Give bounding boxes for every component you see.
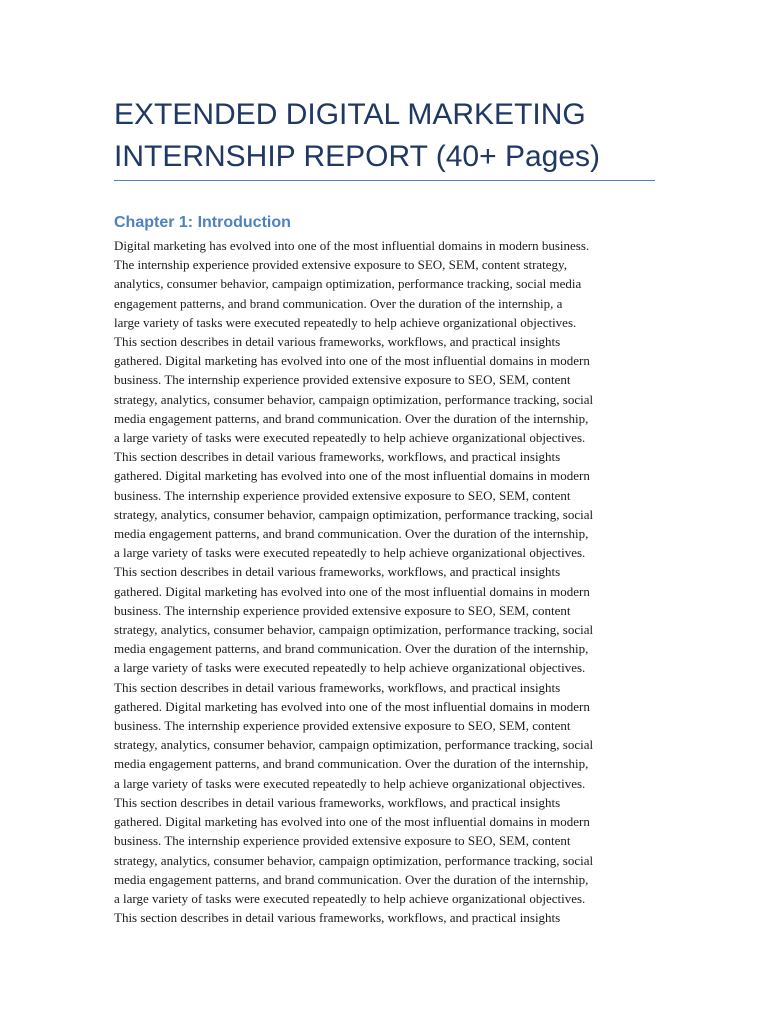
report-title-line: INTERNSHIP REPORT (40+ Pages): [114, 140, 601, 173]
body-line: a large variety of tasks were executed repeatedly to help achieve organizational objectives.: [114, 775, 586, 791]
title-underline-divider: [114, 180, 655, 181]
body-line: This section describes in detail various frameworks, workflows, and practical insights: [114, 449, 561, 465]
chapter-body-paragraph: [114, 236, 655, 936]
body-line: large variety of tasks were executed repeatedly to help achieve organizational objectives.: [114, 314, 577, 330]
body-line: This section describes in detail various frameworks, workflows, and practical insights: [114, 564, 561, 580]
body-line: business. The internship experience provided extensive exposure to SEO, SEM, content: [114, 833, 571, 849]
body-line: a large variety of tasks were executed repeatedly to help achieve organizational objectives.: [114, 545, 586, 561]
report-title-line: EXTENDED DIGITAL MARKETING: [114, 98, 586, 131]
body-line: This section describes in detail various frameworks, workflows, and practical insights: [114, 334, 561, 350]
body-line: gathered. Digital marketing has evolved into one of the most influential domains in modern: [114, 583, 590, 599]
body-line: business. The internship experience provided extensive exposure to SEO, SEM, content: [114, 372, 571, 388]
body-line: strategy, analytics, consumer behavior, campaign optimization, performance tracking, social: [114, 391, 594, 407]
body-line: strategy, analytics, consumer behavior, campaign optimization, performance tracking, social: [114, 622, 594, 638]
body-line: strategy, analytics, consumer behavior, campaign optimization, performance tracking, social: [114, 506, 594, 522]
body-line: business. The internship experience provided extensive exposure to SEO, SEM, content: [114, 487, 571, 503]
body-line: a large variety of tasks were executed repeatedly to help achieve organizational objectives.: [114, 890, 586, 906]
body-line: analytics, consumer behavior, campaign optimization, performance tracking, social media: [114, 276, 582, 292]
body-line: media engagement patterns, and brand communication. Over the duration of the internship,: [114, 526, 589, 542]
body-line: business. The internship experience provided extensive exposure to SEO, SEM, content: [114, 602, 571, 618]
body-line: strategy, analytics, consumer behavior, campaign optimization, performance tracking, social: [114, 737, 594, 753]
body-line: Digital marketing has evolved into one of the most influential domains in modern business.: [114, 238, 590, 253]
body-line: gathered. Digital marketing has evolved into one of the most influential domains in modern: [114, 468, 590, 484]
body-line: This section describes in detail various frameworks, workflows, and practical insights: [114, 794, 561, 810]
body-line: media engagement patterns, and brand communication. Over the duration of the internship,: [114, 410, 589, 426]
report-title: [114, 94, 674, 178]
body-line: gathered. Digital marketing has evolved into one of the most influential domains in modern: [114, 698, 590, 714]
chapter-heading: Chapter 1: Introduction: [114, 214, 291, 231]
body-line: This section describes in detail various frameworks, workflows, and practical insights: [114, 679, 561, 695]
body-line: business. The internship experience provided extensive exposure to SEO, SEM, content: [114, 718, 571, 734]
body-line: This section describes in detail various frameworks, workflows, and practical insights: [114, 910, 561, 926]
body-line: media engagement patterns, and brand communication. Over the duration of the internship,: [114, 871, 589, 887]
body-line: strategy, analytics, consumer behavior, campaign optimization, performance tracking, social: [114, 852, 594, 868]
body-line: gathered. Digital marketing has evolved into one of the most influential domains in modern: [114, 814, 590, 830]
body-line: a large variety of tasks were executed repeatedly to help achieve organizational objectives.: [114, 660, 586, 676]
body-line: media engagement patterns, and brand communication. Over the duration of the internship,: [114, 641, 589, 657]
body-line: gathered. Digital marketing has evolved into one of the most influential domains in modern: [114, 353, 590, 369]
body-line: The internship experience provided extensive exposure to SEO, SEM, content strategy,: [114, 257, 567, 273]
body-line: engagement patterns, and brand communication. Over the duration of the internship, a: [114, 295, 563, 311]
body-line: media engagement patterns, and brand communication. Over the duration of the internship,: [114, 756, 589, 772]
body-line: a large variety of tasks were executed repeatedly to help achieve organizational objectives.: [114, 430, 586, 446]
